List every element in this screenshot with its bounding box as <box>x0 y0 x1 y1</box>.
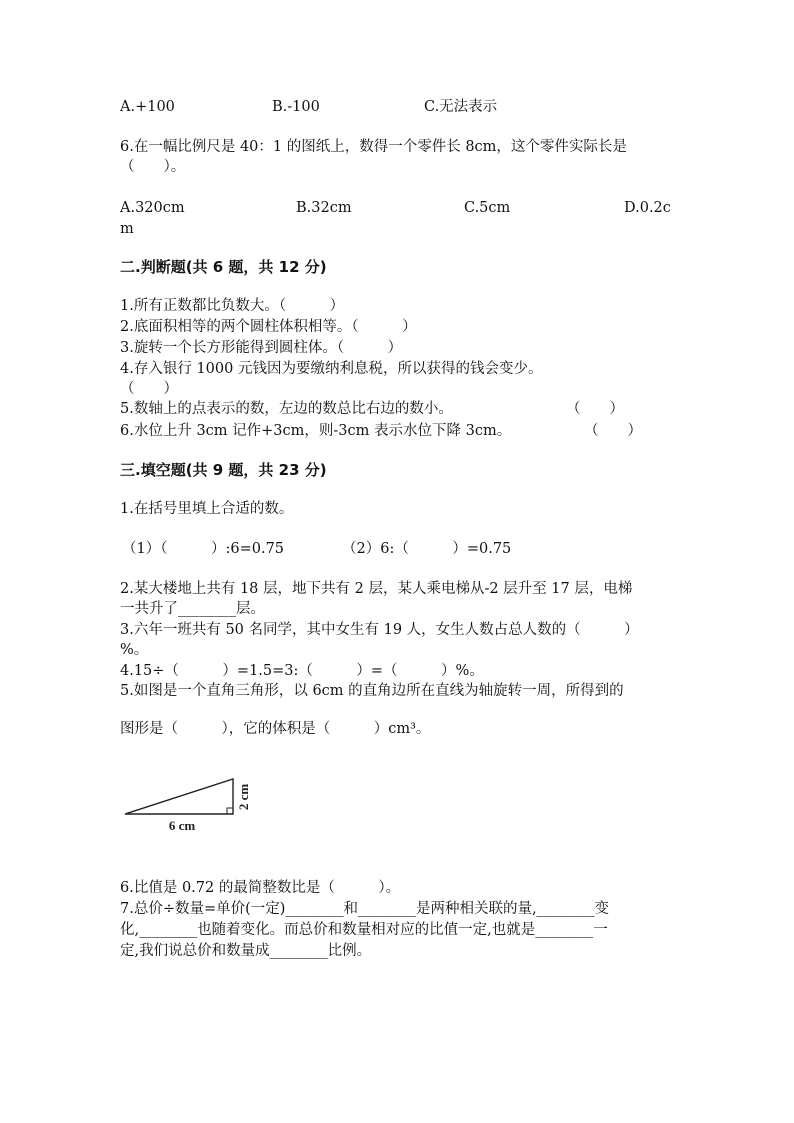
q6-option-b: B.32cm <box>296 200 352 216</box>
right-angle-mark <box>227 808 233 814</box>
fill-q7-line1: 7.总价÷数量=单价(一定)________和________是两种相关联的量,________变 <box>120 901 610 917</box>
fill-q3-line1: 3.六年一班共有 50 名同学，其中女生有 19 人，女生人数占总人数的（ ） <box>120 622 639 638</box>
judge-item-4-bracket: （ ） <box>120 381 178 397</box>
judge-item-6-bracket: （ ） <box>584 423 642 439</box>
base-label: 6 cm <box>168 818 196 833</box>
judge-item-5-bracket: （ ） <box>566 401 624 417</box>
judge-item-5: 5.数轴上的点表示的数，左边的数总比右边的数小。 <box>120 401 453 417</box>
q6-option-d: D.0.2c <box>624 200 671 216</box>
fill-q7-line2: 化,________也随着变化。而总价和数量相对应的比值一定,也就是________一 <box>120 922 608 938</box>
q6-option-c: C.5cm <box>464 200 511 216</box>
q6-option-a: A.320cm <box>120 200 185 216</box>
judge-item-4: 4.存入银行 1000 元钱因为要缴纳利息税，所以获得的钱会变少。 <box>120 361 543 377</box>
judge-item-3: 3.旋转一个长方形能得到圆柱体。（ ） <box>120 340 403 356</box>
fill-q7-line3: 定,我们说总价和数量成________比例。 <box>120 943 372 959</box>
fill-q1: 1.在括号里填上合适的数。 <box>120 501 294 517</box>
q5-option-a: A.+100 <box>120 99 175 115</box>
q5-option-c: C.无法表示 <box>424 99 498 115</box>
section3-heading: 三.填空题(共 9 题，共 23 分) <box>120 461 327 479</box>
judge-item-6: 6.水位上升 3cm 记作+3cm，则-3cm 表示水位下降 3cm。 <box>120 423 512 439</box>
q6-stem-line2: （ ）。 <box>120 159 186 175</box>
fill-q6: 6.比值是 0.72 的最简整数比是（ ）。 <box>120 880 401 896</box>
fill-q1-sub1: （1）（ ）:6=0.75 <box>122 541 285 557</box>
fill-q5-line1: 5.如图是一个直角三角形，以 6cm 的直角边所在直线为轴旋转一周，所得到的 <box>120 683 624 699</box>
q6-option-d-wrap: m <box>120 221 134 237</box>
height-label: 2 cm <box>236 783 251 811</box>
q5-option-b: B.-100 <box>272 99 320 115</box>
fill-q3-line2: %。 <box>120 642 149 658</box>
fill-q5-line2: 图形是（ ），它的体积是（ ）cm³。 <box>120 721 431 737</box>
q6-stem-line1: 6.在一幅比例尺是 40：1 的图纸上，数得一个零件长 8cm，这个零件实际长是 <box>120 139 627 155</box>
right-triangle-figure <box>122 772 258 838</box>
fill-q2-line2: 一共升了________层。 <box>120 601 265 617</box>
fill-q2-line1: 2.某大楼地上共有 18 层，地下共有 2 层，某人乘电梯从-2 层升至 17 层，电梯 <box>120 581 633 597</box>
triangle-shape <box>125 779 233 814</box>
judge-item-1: 1.所有正数都比负数大。（ ） <box>120 298 345 314</box>
judge-item-2: 2.底面积相等的两个圆柱体积相等。（ ） <box>120 319 417 335</box>
fill-q4: 4.15÷（ ）=1.5=3:（ ）=（ ）%。 <box>120 663 484 679</box>
section2-heading: 二.判断题(共 6 题，共 12 分) <box>120 258 327 276</box>
fill-q1-sub2: （2）6:（ ）=0.75 <box>342 541 512 557</box>
